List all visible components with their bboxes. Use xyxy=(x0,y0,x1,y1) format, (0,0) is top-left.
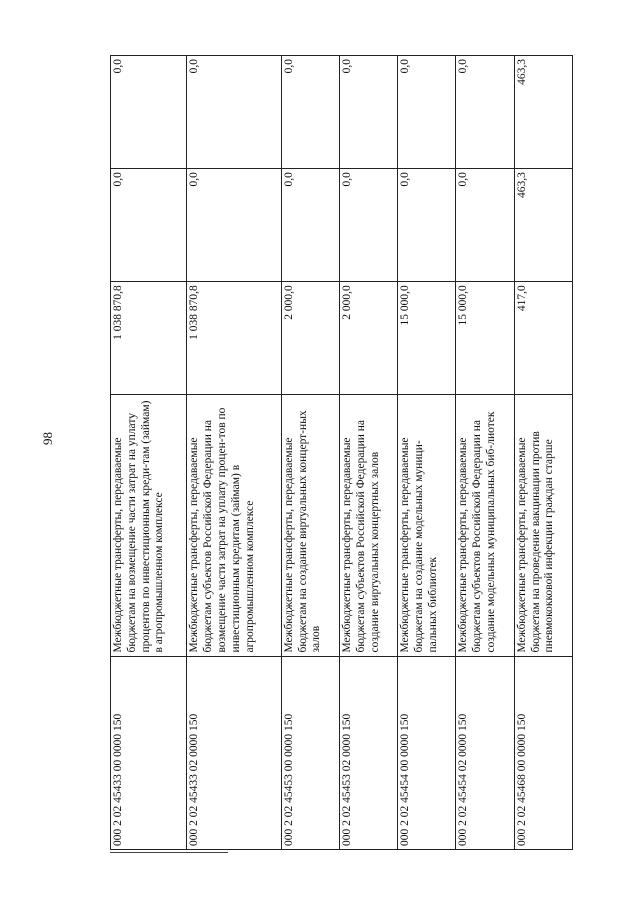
value-cell-2: 0,0 xyxy=(111,169,187,282)
code-cell: 000 2 02 45453 02 0000 150 xyxy=(340,656,398,849)
name-cell: Межбюджетные трансферты, передаваемые бюджетам на возмещение части затрат на уплату процентов по инвестиционным креди-там (займам) в агропромышленном комплексе xyxy=(111,395,187,656)
page-number: 98 xyxy=(40,432,55,445)
name-cell: Межбюджетные трансферты, передаваемые бюджетам на создание виртуальных концерт-ных залов xyxy=(281,395,339,656)
value-cell-3: 463,3 xyxy=(514,56,572,169)
name-cell: Межбюджетные трансферты, передаваемые бюджетам на создание модельных муници-пальных библиотек xyxy=(398,395,456,656)
name-cell: Межбюджетные трансферты, передаваемые бюджетам на проведение вакцинации против пневмококковой инфекции граждан старше xyxy=(514,395,572,656)
value-cell-3: 0,0 xyxy=(456,56,514,169)
value-cell-3: 0,0 xyxy=(187,56,281,169)
name-cell: Межбюджетные трансферты, передаваемые бюджетам субъектов Российской Федерации на возмещение части затрат на уплату процен-тов по инвестиционным кредитам (займам) в агропромышленном комплексе xyxy=(187,395,281,656)
budget-table-body xyxy=(111,56,573,850)
table-row xyxy=(340,56,398,850)
value-cell-2: 0,0 xyxy=(398,169,456,282)
code-cell: 000 2 02 45454 00 0000 150 xyxy=(398,656,456,849)
value-cell-3: 0,0 xyxy=(340,56,398,169)
value-cell-2: 0,0 xyxy=(281,169,339,282)
value-cell-2: 0,0 xyxy=(187,169,281,282)
value-cell-1: 1 038 870,8 xyxy=(187,282,281,395)
table-row xyxy=(281,56,339,850)
code-cell: 000 2 02 45453 00 0000 150 xyxy=(281,656,339,849)
table-row xyxy=(456,56,514,850)
value-cell-3: 0,0 xyxy=(398,56,456,169)
table-row xyxy=(187,56,281,850)
value-cell-1: 2 000,0 xyxy=(281,282,339,395)
value-cell-2: 0,0 xyxy=(456,169,514,282)
code-cell: 000 2 02 45468 00 0000 150 xyxy=(514,656,572,849)
budget-table xyxy=(110,55,573,850)
value-cell-1: 1 038 870,8 xyxy=(111,282,187,395)
value-cell-3: 0,0 xyxy=(281,56,339,169)
budget-table-container xyxy=(110,55,573,850)
value-cell-1: 15 000,0 xyxy=(456,282,514,395)
footer-rule xyxy=(110,852,228,853)
code-cell: 000 2 02 45454 02 0000 150 xyxy=(456,656,514,849)
value-cell-1: 2 000,0 xyxy=(340,282,398,395)
name-cell: Межбюджетные трансферты, передаваемые бюджетам субъектов Российской Федерации на создание виртуальных концертных залов xyxy=(340,395,398,656)
value-cell-2: 0,0 xyxy=(340,169,398,282)
value-cell-2: 463,3 xyxy=(514,169,572,282)
code-cell: 000 2 02 45433 00 0000 150 xyxy=(111,656,187,849)
table-row xyxy=(111,56,187,850)
value-cell-1: 417,0 xyxy=(514,282,572,395)
code-cell: 000 2 02 45433 02 0000 150 xyxy=(187,656,281,849)
name-cell: Межбюджетные трансферты, передаваемые бюджетам субъектов Российской Федерации на создание модельных муниципальных биб-лиотек xyxy=(456,395,514,656)
value-cell-3: 0,0 xyxy=(111,56,187,169)
table-row xyxy=(398,56,456,850)
table-row xyxy=(514,56,572,850)
value-cell-1: 15 000,0 xyxy=(398,282,456,395)
